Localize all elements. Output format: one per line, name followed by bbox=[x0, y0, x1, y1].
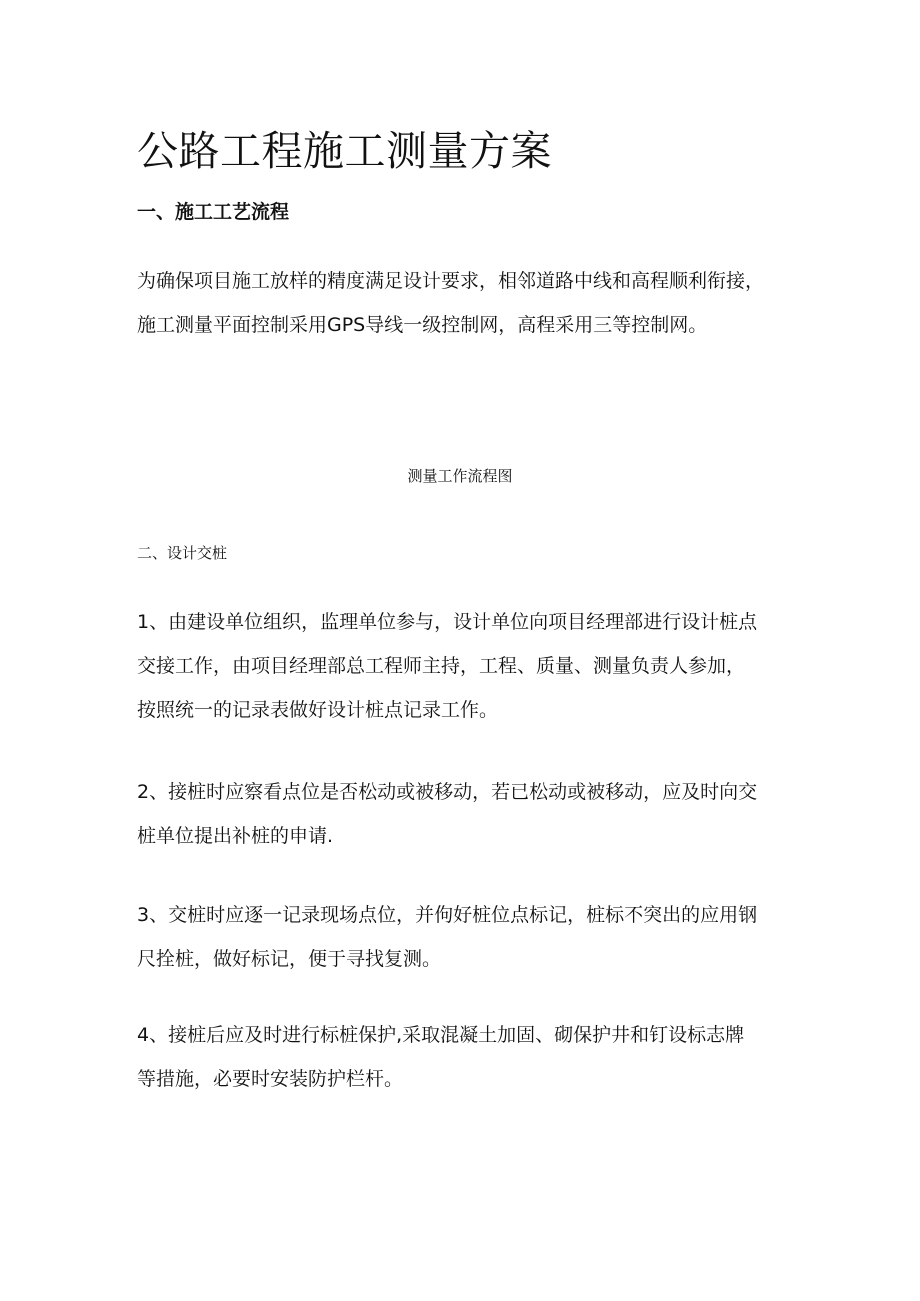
intro-paragraph bbox=[137, 259, 764, 347]
list-item bbox=[137, 1013, 744, 1101]
paragraph-line: 按照统一的记录表做好设计桩点记录工作。 bbox=[137, 699, 499, 721]
section-heading-stake-handover: 二、设计交桩 bbox=[137, 544, 228, 562]
list-item bbox=[137, 600, 757, 732]
list-item bbox=[137, 893, 757, 981]
document-title: 公路工程施工测量方案 bbox=[137, 127, 552, 175]
section-heading-process: 一、施工工艺流程 bbox=[137, 201, 290, 223]
paragraph-line: 交接工作，由项目经理部总工程师主持，工程、质量、测量负责人参加， bbox=[137, 655, 746, 677]
paragraph-line: 1、由建设单位组织，监理单位参与，设计单位向项目经理部进行设计桩点 bbox=[137, 611, 758, 633]
paragraph-line: 尺拴桩，做好标记，便于寻找复测。 bbox=[137, 948, 442, 970]
list-item bbox=[137, 770, 757, 858]
paragraph-line: 为确保项目施工放样的精度满足设计要求，相邻道路中线和高程顺利衔接， bbox=[137, 270, 765, 292]
figure-caption: 测量工作流程图 bbox=[407, 467, 513, 485]
paragraph-line: 3、交桩时应逐一记录现场点位，并佝好桩位点标记，桩标不突出的应用钢 bbox=[137, 904, 758, 926]
paragraph-line: 等措施，必要时安装防护栏杆。 bbox=[137, 1068, 404, 1090]
paragraph-line: 桩单位提出补桩的申请. bbox=[137, 825, 334, 847]
paragraph-line: 2、接桩时应察看点位是否松动或被移动，若已松动或被移动，应及时向交 bbox=[137, 781, 758, 803]
paragraph-line: 4、接桩后应及时进行标桩保护,采取混凝土加固、砌保护井和钉设标志牌 bbox=[137, 1024, 745, 1046]
paragraph-line: 施工测量平面控制采用GPS导线一级控制网，高程采用三等控制网。 bbox=[137, 314, 708, 336]
